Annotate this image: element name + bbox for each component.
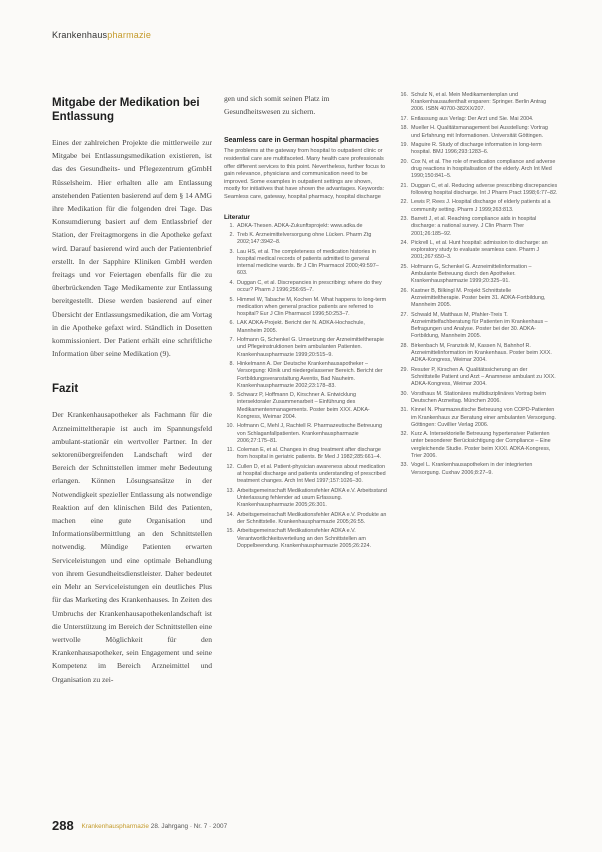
reference-item (224, 249, 387, 278)
section-title-fazit: Fazit (52, 383, 79, 396)
reference-text: Coleman E, et al. Changes in drug treatment after discharge from hospital in geriatric patients. Br Med J 1982;285:661–4. (237, 447, 382, 461)
reference-text: Arbeitsgemeinschaft Medikationsfehler ADKA e.V. Produkte an der Schnittstelle. Krankenhauspharmazie 2005;26:55. (237, 511, 387, 525)
reference-number: 16. (400, 92, 408, 98)
reference-text: Vorsthaus M. Stationäres multidisziplinäres Vortrag beim Deutschen Arzneitag. München 2006. (411, 390, 546, 404)
reference-number: 29. (400, 366, 408, 373)
abstract-text: The problems at the gateway from hospital to outpatient clinic or residential care are multifaceted. Many health care professionals offer different services to this point. Nevertheless, further focus to gain relevance, physicians and communication need to be improved. Some examples in outpatient settings are shown, mostly for initiatives that have shown the advantages. Keywords: Seamless care, gateway, hospital pharmacy, hospital discharge (224, 148, 386, 200)
reference-number: 33. (400, 462, 408, 469)
reference-text: Hinkelmann A. Der Deutsche Krankenhausapotheker – Versorgung: Klinik und niedergelassener Bereich. Bericht der Fortbildungsveranstaltung Aventis, Bad Nauheim. Krankenhauspharmazie 2002;23:178–83. (237, 361, 383, 389)
reference-item (398, 391, 558, 405)
reference-number: 13. (226, 487, 234, 494)
reference-text: Duggan C, et al. Discrepancies in prescribing: where do they occur? Pharm J 1996;256:65–7. (237, 279, 382, 294)
reference-number: 7. (229, 337, 234, 344)
reference-item (398, 116, 558, 123)
reference-number: 14. (226, 511, 234, 518)
reference-number: 28. (400, 342, 408, 349)
reference-text: ADKA-Thesen. ADKA-Zukunftsprojekt: www.adka.de (237, 222, 363, 229)
reference-item (398, 312, 558, 341)
reference-item (224, 320, 387, 334)
reference-number: 19. (400, 142, 408, 149)
reference-item (398, 288, 558, 310)
reference-number: 5. (229, 296, 234, 303)
reference-list-middle (224, 223, 387, 550)
reference-item (224, 392, 387, 421)
abstract-title: Seamless care in German hospital pharmacies (224, 137, 379, 145)
reference-number: 17. (400, 115, 408, 122)
reference-number: 1. (229, 222, 234, 229)
reference-number: 24. (400, 240, 408, 247)
reference-number: 21. (400, 182, 408, 189)
reference-number: 11. (226, 447, 234, 454)
reference-text: Lewis P, Rees J. Hospital discharge of elderly patients at a community setting. Pharm J 1999;263:813. (411, 199, 551, 213)
reference-text: Arbeitsgemeinschaft Medikationsfehler ADKA e.V. Arbeitsstand Unterlassung fehlender ad usum Erfassung. Krankenhauspharmazie 2005;26:301. (237, 487, 387, 509)
section-title-mitgabe: Mitgabe der Medikation bei Entlassung (52, 97, 200, 123)
reference-text: Hofmann C, Mehl J, Rachtell R. Pharmazeutische Betreuung von Schlaganfallpatienten. Krankenhauspharmazie 2006;27:175–81. (237, 423, 383, 444)
reference-item (398, 142, 558, 156)
reference-text: Cullen D, et al. Patient-physician awareness about medication at hospital discharge and patients understanding of prescribed treatment changes. Arch Int Med 1997;157:1026–30. (237, 463, 386, 485)
reference-text: Schwarz P, Hoffmann D, Kirschner A. Entwicklung intersektoraler Zusammenarbeit – Einführung des Medikamentenmanagements. Poster beim XXX. ADKA-Kongress, Weimar 2004. (237, 392, 370, 420)
reference-item (224, 512, 387, 526)
section-text-fazit: Der Krankenhausapotheker als Fachmann für die Arzneimitteltherapie ist auch im Spannungsfeld ambulant-stationär ein wertvoller Partner. In der sektorenübergreifenden Landschaft wird der Bereich der Schnittstellen immer mehr Bedeutung erlangen. Können Lösungsansätze in der Notwendigkeit spezieller Entlassung als notwendige Reaktion auf den klinischen Bild des Patienten, machen eine gute Organisation und Informationsübermittlung an den Schnittstellen notwendig. Mündige Patienten erwarten Serviceleistungen und eine optimale Behandlung von ihrem Gesundheitsdienstleister. Daher bedeutet ein Mehr an Serviceleistungen ein deutliches Plus für das Marketing des Krankenhauses. In Zeiten des Umbruchs der Krankenhausapothekenlandschaft ist die Unterstützung im Bereich der Schnittstellen eine wertvolle Möglichkeit für den Krankenhausapotheker, sein Engagement und seine Kompetenz im Bereich Arzneimittel und Organisation zu zei- (52, 410, 212, 684)
reference-item (224, 488, 387, 510)
page-number: 288 (52, 818, 74, 833)
left-column (52, 96, 212, 686)
reference-item (224, 528, 387, 550)
reference-item (398, 264, 558, 286)
reference-item (398, 183, 558, 197)
reference-item (224, 280, 387, 294)
reference-item (224, 297, 387, 319)
reference-text: Hofmann G, Schenkel G. Arzneimittelinformation – Ambulante Betreuung durch den Apotheker. Krankenhauspharmazie 1999;20:325–91. (411, 263, 532, 285)
reference-item (398, 407, 558, 429)
middle-column (224, 92, 387, 552)
reference-text: LAK ADKA-Projekt. Bericht der N. ADKA-Hochschule, Mannheim 2005. (237, 320, 365, 334)
reference-item (398, 216, 558, 238)
reference-item (398, 462, 558, 476)
reference-item (224, 423, 387, 445)
right-column (398, 92, 558, 479)
reference-item (398, 367, 558, 389)
reference-text: Hofmann G, Schenkel G. Umsetzung der Arzneimitteltherapie und Pflegeinstruktionen beim ambulanten Patienten. Krankenhauspharmazie 1999;20:515–9. (237, 337, 384, 358)
reference-number: 27. (400, 311, 408, 318)
issue-info: 28. Jahrgang · Nr. 7 · 2007 (150, 823, 228, 830)
reference-number: 15. (226, 528, 234, 535)
section-text-mitgabe: Eines der zahlreichen Projekte die mittlerweile zur Mitgabe bei Entlassungsmedikation existieren, ist das des Gesundheits- und Pflegezentrum gGmbH Rüsselsheim. Hier erhalten alle am Entlassung anstehenden Patienten basierend auf dem § 14 AMG ihre Medikation für die folgenden drei Tage. Das Konsumdierung basiert auf dem Entlassbrief der Station, der Freitagmorgens in die Apotheke gefaxt wird. Darauf basierend wird auch der Patientenbrief erstellt. In der Sapphire Kliniken GmbH werden freitags und vor Feiertagen ebenfalls für die zu überbrückenden Tage Medikamente zur Entlassung bereitgestellt. Diese werden basierend auf einer Übersicht der Entlassungsmedikation, die am Vortag in die Apotheke gefaxt wird. Ständlich in Dosetten kommissioniert. Der Patient erhält eine schriftliche Information über seine Medikation (9). (52, 138, 212, 359)
reference-text: Duggan C, et al. Reducing adverse prescribing discrepancies following hospital discharge. Int J Pharm Pract 1998;6:77–82. (411, 182, 558, 196)
reference-item (398, 431, 558, 460)
reference-text: Cox N, et al. The role of medication compliance and adverse drug reactions in hospitalisation of the elderly. Arch Int Med 1990;150:841–5. (411, 158, 556, 180)
reference-item (398, 199, 558, 213)
header-prefix: Krankenhaus (52, 30, 108, 40)
reference-number: 8. (229, 361, 234, 368)
magazine-name: Krankenhauspharmazie (81, 823, 149, 830)
reference-number: 23. (400, 216, 408, 223)
literature-heading: Literatur (224, 213, 250, 221)
reference-text: Maguire R. Study of discharge information in long-term hospital. BMJ 1996;293:1283–6. (411, 142, 542, 156)
reference-number: 32. (400, 431, 408, 438)
reference-number: 10. (226, 423, 234, 430)
reference-number: 4. (229, 279, 234, 286)
reference-text: Kurz A. Intersektorielle Betreuung hypertensiver Patienten unter besonderer Berücksichtigung der Compliance – Eine vergleichende Studie. Poster beim XXXI. ADKA-Kongress, Trier 2006. (411, 431, 551, 459)
reference-number: 31. (400, 407, 408, 414)
reference-number: 20. (400, 158, 408, 165)
reference-number: 22. (400, 199, 408, 206)
reference-text: Birkenbach M, Franzisik M, Kassen N, Bahnhof R. Arzneimittelinformation im Krankenhaus. Poster beim XXX. ADKA-Kongress, Weimar 2004. (411, 342, 552, 364)
reference-text: Himmel W, Tabache M, Kochen M. What happens to long-term medication when general practice patients are referred to hospital? Eur J Clin Pharmacol 1996;50:253–7. (237, 296, 387, 317)
running-header (52, 30, 151, 40)
reference-text: Kastner B, Bilkingl M. Projekt Schnittstelle Arzneimitteltherapie. Poster beim 31. ADKA-Fortbildung, Mannheim 2005. (411, 287, 546, 309)
reference-number: 2. (229, 232, 234, 239)
continued-text: gen und sich somit seinen Platz im Gesundheitswesen zu sichern. (224, 94, 330, 117)
reference-text: Treb K. Arzneimittelversorgung ohne Lücken. Pharm Ztg 2002;147:3942–8. (237, 232, 372, 246)
reference-item (224, 447, 387, 461)
reference-text: Pickrell L, et al. Hunt hospital: admission to discharge: an exploratory study to evaluate seamless care. Pharm J 2001;267:650–3. (411, 240, 548, 261)
reference-number: 30. (400, 390, 408, 397)
reference-item (224, 337, 387, 359)
reference-item (398, 343, 558, 365)
reference-text: Entlassung aus Verlag: Der Arzt und Sie. Mai 2004. (411, 115, 534, 122)
reference-item (224, 223, 387, 230)
reference-text: Schwald M, Matthaus M, Pfahler-Treis T. Arzneimittelfachberatung für Patienten im Krankenhaus – Befragungen und Analyse. Poster bei der 30. ADKA-Fortbildung, Mannheim 2005. (411, 311, 548, 340)
reference-text: Barrett J, et al. Reaching compliance aids in hospital discharge: a national survey. J Clin Pharm Ther 2001;26:185–92. (411, 216, 537, 237)
reference-item (224, 232, 387, 246)
reference-text: Lau HS, et al. The completeness of medication histories in hospital medical records of patients admitted to general internal medicine wards. Br J Clin Pharmacol 2000;49:597–603. (237, 248, 379, 277)
reference-text: Vogel L. Krankenhausapotheken in der integrierten Versorgung. Cuxhav 2006;8:27–9. (411, 462, 533, 476)
reference-item (398, 92, 558, 114)
header-highlight: pharmazie (107, 30, 152, 40)
reference-number: 12. (226, 463, 234, 470)
reference-number: 18. (400, 125, 408, 132)
reference-number: 9. (229, 392, 234, 399)
reference-text: Arbeitsgemeinschaft Medikationsfehler ADKA e.V. Verantwortlichkeitsverteilung an den Schnittstellen am Doppelbeendung. Krankenhauspharmazie 2005;26:224. (237, 528, 371, 549)
reference-number: 3. (229, 248, 234, 255)
reference-item (224, 361, 387, 390)
reference-item (398, 240, 558, 262)
reference-item (224, 464, 387, 486)
reference-text: Mueller H. Qualitätsmanagement bei Ausstellung: Vortrag und Erfahrung mit Informationen. Universität Göttingen. (411, 125, 548, 139)
page-footer (52, 818, 227, 833)
reference-text: Schulz N, et al. Mein Medikamentenplan und Krankenhausaufenthalt ersparen: Springer. Berlin Antrag 2006. ISBN 40700-382XX/207. (411, 92, 547, 113)
reference-number: 26. (400, 287, 408, 294)
reference-number: 6. (229, 320, 234, 327)
reference-item (398, 125, 558, 139)
reference-text: Kinnel N. Pharmazeutische Betreuung von COPD-Patienten im Krankenhaus zur Beratung einer ambulanten Versorgung. Göttingen: Cuvillier Verlag 2006. (411, 407, 557, 428)
reference-list-right (398, 92, 558, 477)
reference-text: Resuter P, Kirschen A. Qualitätssicherung an der Schnittstelle Patient und Arzt – Anamnese ambulant zu XXX. ADKA-Kongress, Weimar 2004. (411, 366, 556, 388)
reference-item (398, 159, 558, 181)
reference-number: 25. (400, 263, 408, 270)
